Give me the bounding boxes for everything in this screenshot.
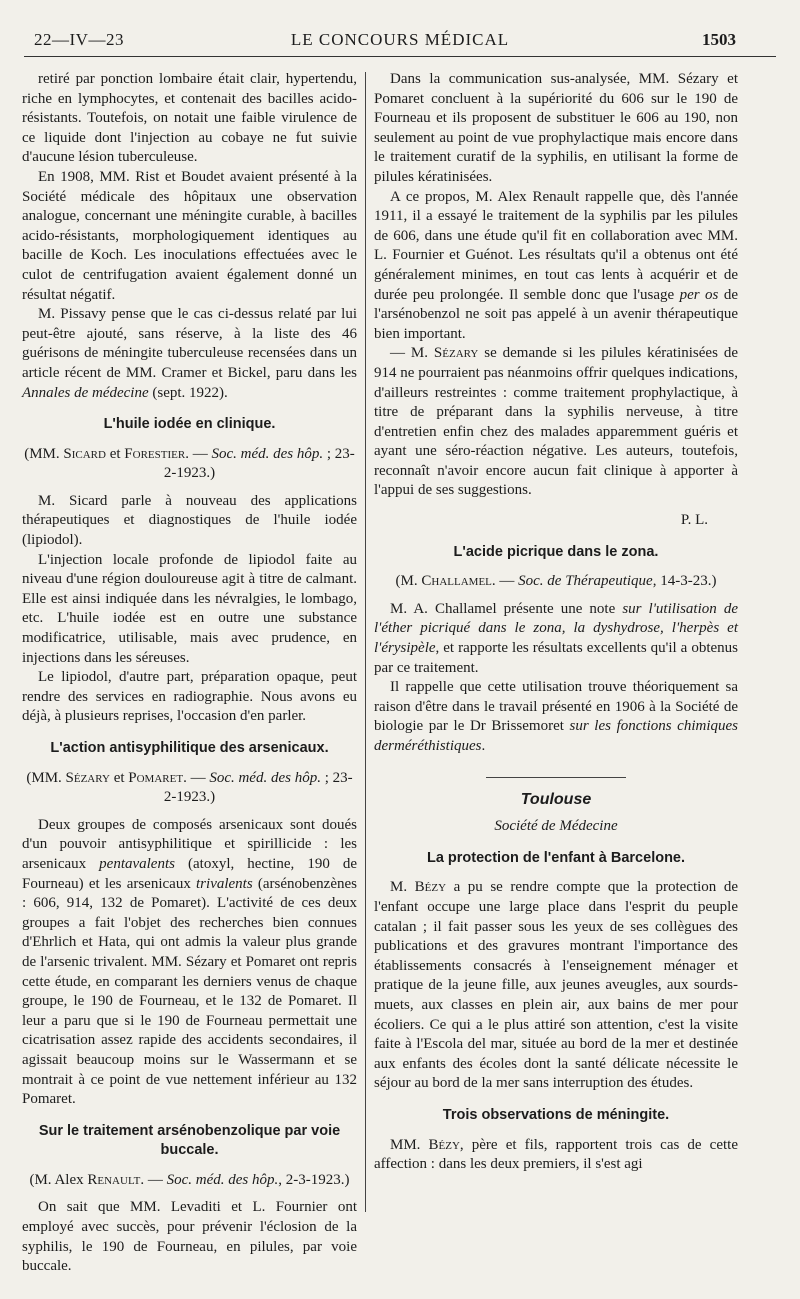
- article-heading: Sur le traitement arsénobenzolique par voie buccale.: [38, 1122, 341, 1159]
- page-ref: 22—IV—23: [34, 30, 124, 49]
- article-heading: L'action antisyphilitique des arsenicaux.: [50, 740, 329, 756]
- paragraph: Le lipiodol, d'autre part, préparation opaque, peut rendre des services en radiographie. Nous avons eu déjà, à plusieurs reprises, l'occasion d'en parler.: [22, 669, 357, 725]
- section-subtitle: Société de Médecine: [494, 818, 618, 835]
- article-reference: (M. Alex Renault. — Soc. méd. des hôp., 2-3-1923.): [29, 1171, 350, 1188]
- page-header: [24, 28, 776, 57]
- article-reference: (MM. Sézary et Pomaret. — Soc. méd. des hôp. ; 23-2-1923.): [26, 769, 353, 806]
- paragraph: MM. Bézy, père et fils, rapportent trois cas de cette affection : dans les deux premiers, il s'est agi: [374, 1136, 738, 1173]
- article-heading: La protection de l'enfant à Barcelone.: [426, 849, 686, 866]
- paragraph: En 1908, MM. Rist et Boudet avaient présenté à la Société médicale des hôpitaux une observation analogue, concernant une méningite curable, à bacilles acido-résistants, morphologiquement identiques au bacille de Koch. Les inoculations effectuées avec le culot de centrifugation avaient également donné un résultat négatif.: [22, 168, 357, 303]
- signature: P. L.: [680, 512, 708, 529]
- paragraph: — M. Sézary se demande si les pilules kératinisées de 914 ne pourraient pas néanmoins offrir quelques indications, d'ailleurs restreintes : comme traitement prophylactique, à titre de préparant dans la syphilis nerveuse, à titre d'entretien enfin chez des malades apparemment guéris et ayant une séro-réaction négative. Les auteurs, toutefois, reconnaît n'avoir encore aucun fait clinique à apporter à l'appui de ses suggestions.: [374, 345, 738, 499]
- paragraph: M. Sicard parle à nouveau des applications thérapeutiques et diagnostiques de l'huile iodée (lipiodol).: [22, 492, 357, 549]
- right-column: [374, 70, 738, 1175]
- article-reference: (M. Challamel. — Soc. de Thérapeutique, 14-3-23.): [395, 573, 717, 590]
- page-number: 1503: [702, 30, 736, 49]
- paragraph: Dans la communication sus-analysée, MM. Sézary et Pomaret concluent à la supériorité du 606 sur le 190 de Fourneau et ils proposent de substituer le 606 au 190, non seulement au point de vue prophylactique mais encore dans le traitement curatif de la syphilis, en utilisant la forme de pilules kératinisées.: [374, 71, 738, 185]
- section-divider: [486, 777, 626, 778]
- journal-title: LE CONCOURS MÉDICAL: [290, 30, 510, 49]
- section-title: Toulouse: [520, 790, 592, 808]
- column-divider: [365, 72, 366, 1212]
- article-heading: L'huile iodée en clinique.: [103, 416, 276, 433]
- left-column: [22, 70, 357, 1277]
- paragraph: A ce propos, M. Alex Renault rappelle que, dès l'année 1911, il a essayé le traitement de la syphilis par les pilules de 606, dans une étude qu'il fit en collaboration avec MM. L. Fournier et Guénot. Les résultats qu'il a obtenus ont été généralement minimes, en tout cas lents à acquérir et de durée peu prolongée. Il semble donc que l'usage per os de l'arsénobenzol ne soit pas appelé à un avenir thérapeutique bien important.: [374, 188, 738, 342]
- paragraph: M. Bézy a pu se rendre compte que la protection de l'enfant occupe une large place dans l'esprit du peuple catalan ; il fait passer sous les yeux de ses collègues des publications et des gravures montrant l'importance des établissements consacrés à l'enseignement ménager et pratique de la jeune fille, aux jeunes aveugles, aux sourds-muets, aux classes en plein air, aux bains de mer pour écoliers. Ce qui a le plus attiré son attention, c'est la visite faite à l'Escola del mar, située au bord de la mer et destinée aux enfants des écoles dont la santé délicate nécessite le séjour au bord de la mer sans interruption des études.: [374, 879, 739, 1092]
- paragraph: On sait que MM. Levaditi et L. Fournier ont employé avec succès, pour prévenir l'éclosion de la syphilis, le 190 de Fourneau, en pilules, par voie buccale.: [22, 1199, 357, 1275]
- paragraph: Deux groupes de composés arsenicaux sont doués d'un pouvoir antisyphilitique et spirillicide : les arsenicaux pentavalents (atoxyl, hectine, 190 de Fourneau) et les arsenicaux trivalents (arsénobenzènes : 606, 914, 132 de Pomaret). L'activité de ces deux groupes a fait l'objet des recherches bien connues d'Ehrlich et Hata, qui ont admis la valeur plus grande de l'arsenic trivalent. MM. Sézary et Pomaret ont repris cette étude, en comparant les derniers venus de chaque groupe, le 190 de Fourneau, et le 132 de Pomaret. Il leur a paru que si le 190 de Fourneau permettait une cicatrisation assez rapide des accidents secondaires, il agissait beaucoup moins sur le Wassermann et se montrait à ce point de vue nettement inférieur au 132 Pomaret.: [22, 816, 357, 1108]
- paragraph: retiré par ponction lombaire était clair, hypertendu, riche en lymphocytes, et contenait des bacilles acido-résistants. Toutefois, on notait une faible virulence de ce liquide dont l'injection au cobaye ne fut suivie d'aucune lésion tuberculeuse.: [22, 71, 357, 166]
- paragraph: M. A. Challamel présente une note sur l'utilisation de l'éther picriqué dans le zona, la dyshydrose, l'herpès et l'érysipèle, et rapporte les résultats excellents qu'il a obtenus par ce traitement.: [374, 600, 738, 676]
- article-reference: (MM. Sicard et Forestier. — Soc. méd. des hôp. ; 23-2-1923.): [24, 445, 355, 482]
- paragraph: Il rappelle que cette utilisation trouve théoriquement sa raison d'être dans le travail présenté en 1906 à la Société de biologie par le Dr Brissemoret sur les fonctions chimiques derméréthistiques.: [374, 679, 738, 754]
- article-heading: L'acide picrique dans le zona.: [453, 543, 659, 560]
- paragraph: M. Pissavy pense que le cas ci-dessus relaté par lui peut-être ajouté, sans réserve, à la liste des 46 guérisons de méningite tuberculeuse recensées dans un article récent de MM. Cramer et Bickel, paru dans les Annales de médecine (sept. 1922).: [22, 306, 357, 401]
- paragraph: L'injection locale profonde de lipiodol faite au niveau d'une région douloureuse agit à titre de calmant. Elle est ainsi indiquée dans les névralgies, le lombago, etc. L'huile iodée est en outre une substance modificatrice, utilisable, mais avec prudence, en injections dans les séreuses.: [22, 551, 357, 666]
- article-heading: Trois observations de méningite.: [442, 1106, 670, 1123]
